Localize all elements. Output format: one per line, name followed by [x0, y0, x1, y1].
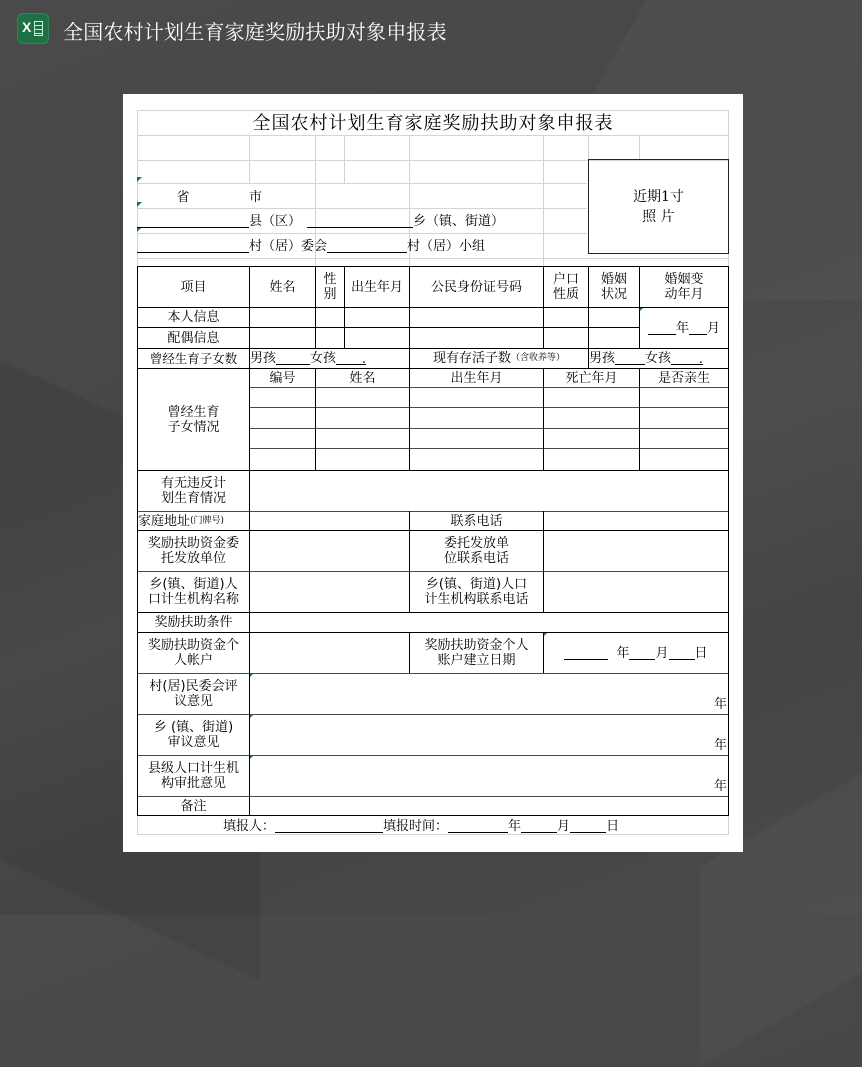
header-marital-change	[640, 267, 728, 307]
text-fragment: 口计生机构名称	[147, 592, 239, 607]
text-fragment: 婚姻变	[664, 272, 704, 287]
township-opinion-label	[138, 715, 249, 755]
violation-label	[138, 471, 249, 511]
text-fragment: 男孩	[589, 351, 616, 366]
children-col-death: 死亡年月	[565, 370, 618, 386]
home-address-input[interactable]	[250, 512, 409, 530]
text-fragment: 构审批意见	[160, 776, 226, 791]
entrusted-phone-input[interactable]	[544, 531, 728, 571]
gridline	[344, 135, 345, 184]
children-row[interactable]	[250, 408, 728, 428]
text-fragment: 填报人：	[223, 818, 276, 834]
text-fragment: 年	[508, 818, 522, 834]
text-fragment: 村(居)民委会评	[149, 679, 238, 694]
text-fragment: 账户建立日期	[437, 653, 516, 668]
children-col-birth: 出生年月	[450, 370, 503, 386]
text-fragment: 村（居）委会	[249, 238, 328, 254]
spouse-info-label: 配偶信息	[167, 330, 220, 346]
blank-underline: .	[671, 352, 703, 365]
children-living-label	[410, 349, 588, 368]
title-bar	[0, 0, 862, 60]
township-input[interactable]	[307, 215, 413, 228]
entrusted-unit-input[interactable]	[250, 531, 409, 571]
children-row[interactable]	[250, 449, 728, 470]
text-fragment: 女孩	[310, 351, 337, 366]
blank-underline	[276, 352, 310, 365]
village-group-input[interactable]	[327, 240, 407, 253]
personal-account-label	[138, 633, 249, 673]
blank-underline	[689, 322, 707, 335]
blank-underline	[564, 647, 608, 660]
township-org-phone-input[interactable]	[544, 572, 728, 612]
text-fragment: 现有存活子数	[432, 351, 511, 366]
text-fragment: 性质	[552, 287, 579, 302]
fill-year-input[interactable]	[448, 820, 508, 833]
conditions-input[interactable]	[250, 613, 728, 632]
text-fragment: 奖励扶助资金个	[147, 638, 239, 653]
blank-underline: .	[336, 352, 366, 365]
children-details-label	[138, 369, 249, 470]
header-birth: 出生年月	[350, 279, 403, 295]
village-opinion-input[interactable]	[250, 674, 728, 714]
text-fragment: 女孩	[645, 351, 672, 366]
contact-phone-input[interactable]	[544, 512, 728, 530]
remarks-input[interactable]	[250, 797, 728, 815]
text-fragment: 月	[707, 320, 721, 336]
text-fragment: 婚姻	[600, 272, 627, 287]
text-fragment: 县（区）	[249, 213, 302, 229]
township-org-input[interactable]	[250, 572, 409, 612]
header-id-number: 公民身份证号码	[430, 279, 522, 295]
text-fragment: 年	[675, 320, 689, 336]
blank-underline	[669, 647, 695, 660]
township-opinion-input[interactable]	[250, 715, 728, 755]
text-fragment: 审议意见	[167, 735, 220, 750]
text-fragment: 月	[655, 645, 669, 661]
filler-input[interactable]	[275, 820, 383, 833]
gridline	[639, 135, 640, 160]
text-fragment: 性	[323, 272, 337, 287]
comment-marker	[137, 202, 142, 207]
blank-underline	[615, 352, 645, 365]
entrusted-phone-label	[410, 531, 543, 571]
village-opinion-label	[138, 674, 249, 714]
text-fragment: 月	[557, 818, 571, 834]
village-committee-input[interactable]	[137, 240, 249, 253]
children-col-number: 编号	[269, 370, 296, 386]
children-col-name: 姓名	[349, 370, 376, 386]
text-fragment: 别	[323, 287, 337, 302]
text-fragment: 曾经生育	[167, 404, 220, 420]
children-living-value[interactable]	[589, 349, 728, 368]
spouse-id-cell[interactable]	[410, 328, 543, 348]
self-id-cell[interactable]	[410, 308, 543, 327]
fill-month-input[interactable]	[521, 820, 557, 833]
text-fragment: 托发放单位	[160, 551, 226, 566]
text-fragment: 状况	[600, 287, 627, 302]
header-item: 项目	[180, 279, 207, 295]
remarks-label: 备注	[180, 798, 207, 814]
personal-account-input[interactable]	[250, 633, 409, 673]
children-col-biological: 是否亲生	[657, 370, 710, 386]
province-label: 省	[176, 189, 190, 205]
text-fragment: 家庭地址	[138, 513, 191, 529]
county-opinion-input[interactable]	[250, 756, 728, 796]
text-fragment: 乡（镇、街道）	[413, 213, 505, 229]
self-info-label: 本人信息	[167, 310, 220, 325]
text-fragment: 划生育情况	[160, 491, 226, 506]
home-address-label	[138, 512, 249, 530]
spouse-name-cell[interactable]	[250, 328, 315, 348]
photo-box[interactable]	[588, 159, 729, 254]
gridline	[137, 258, 729, 259]
excel-icon: X	[17, 13, 49, 44]
text-fragment: 乡(镇、街道)人口	[425, 577, 528, 592]
table-border	[728, 266, 729, 816]
violation-input[interactable]	[250, 471, 728, 511]
gridline	[588, 135, 589, 160]
gridline	[137, 208, 587, 209]
text-fragment: 县级人口计生机	[147, 761, 239, 776]
marital-change-date[interactable]	[640, 308, 728, 348]
header-marital-status	[589, 267, 639, 307]
photo-label: 照 片	[642, 208, 675, 225]
gridline	[137, 815, 138, 835]
text-fragment: 乡(镇、街道)人	[149, 577, 238, 592]
gridline	[728, 815, 729, 835]
self-name-cell[interactable]	[250, 308, 315, 327]
text-fragment: （含收养等）	[511, 353, 566, 363]
blank-underline	[629, 647, 655, 660]
conditions-label: 奖励扶助条件	[154, 615, 233, 630]
header-hukou	[544, 267, 588, 307]
children-row[interactable]	[250, 429, 728, 448]
text-fragment: 有无违反计	[160, 476, 226, 491]
header-name: 姓名	[269, 279, 296, 295]
header-gender	[316, 267, 344, 307]
text-fragment: 年	[616, 645, 630, 661]
spreadsheet-preview	[123, 94, 743, 852]
account-date-input[interactable]	[544, 633, 728, 673]
text-fragment: (门牌号)	[190, 515, 225, 526]
text-fragment: 男孩	[250, 351, 277, 366]
children-row[interactable]	[250, 388, 728, 407]
text-fragment: 年	[713, 779, 727, 794]
gridline	[137, 183, 587, 184]
text-fragment: 年	[713, 697, 727, 712]
township-org-label	[138, 572, 249, 612]
document-title: 全国农村计划生育家庭奖励扶助对象申报表	[63, 20, 447, 44]
blank-underline	[648, 322, 676, 335]
text-fragment: 委托发放单	[443, 536, 509, 551]
text-fragment: 奖励扶助资金委	[147, 536, 239, 551]
text-fragment: 户口	[552, 272, 579, 287]
account-date-label	[410, 633, 543, 673]
text-fragment: 日	[606, 818, 620, 834]
fill-day-input[interactable]	[570, 820, 606, 833]
gridline	[249, 135, 250, 184]
text-fragment: 子女情况	[167, 419, 220, 435]
text-fragment: 年	[713, 738, 727, 753]
photo-label: 近期1寸	[633, 188, 684, 205]
text-fragment: 日	[694, 645, 708, 661]
text-fragment: 填报时间：	[383, 818, 449, 834]
text-fragment: 动年月	[664, 287, 704, 302]
text-fragment: 村（居）小组	[407, 238, 486, 254]
entrusted-unit-label	[138, 531, 249, 571]
county-opinion-label	[138, 756, 249, 796]
text-fragment: 计生机构联系电话	[424, 592, 529, 607]
gridline	[137, 233, 587, 234]
text-fragment: 位联系电话	[443, 551, 509, 566]
township-org-phone-label	[410, 572, 543, 612]
children-born-value[interactable]	[250, 349, 409, 368]
table-border	[137, 815, 729, 816]
city-label: 市	[249, 189, 263, 205]
text-fragment: 议意见	[173, 694, 213, 709]
children-born-label: 曾经生育子女数	[149, 351, 238, 366]
comment-marker	[137, 177, 142, 182]
gridline	[137, 135, 729, 136]
contact-phone-label: 联系电话	[450, 513, 503, 529]
address-line-county	[137, 210, 557, 232]
text-fragment: 乡 (镇、街道)	[153, 720, 234, 735]
form-title: 全国农村计划生育家庭奖励扶助对象申报表	[252, 112, 614, 134]
county-input[interactable]	[137, 215, 249, 228]
footer-signature	[223, 817, 643, 835]
text-fragment: 人帐户	[173, 653, 213, 668]
text-fragment: 奖励扶助资金个人	[424, 638, 529, 653]
address-line-village	[137, 235, 557, 257]
